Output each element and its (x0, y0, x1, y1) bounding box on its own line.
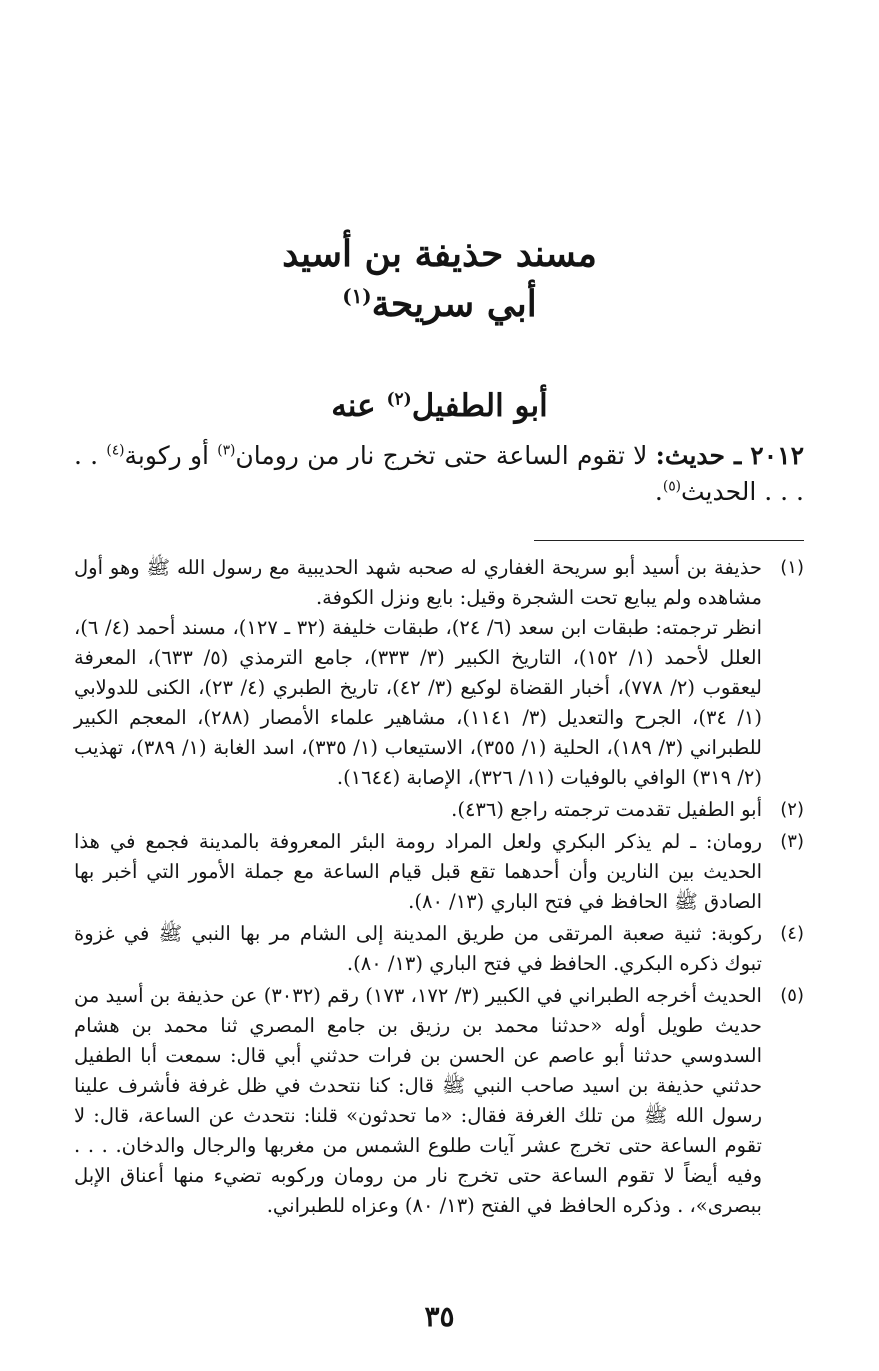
footnote-paragraph: أبو الطفيل تقدمت ترجمته راجع (٤٣٦). (451, 798, 762, 821)
footnote-1 (74, 553, 804, 793)
musnad-title-second-line (0, 282, 879, 326)
footnote-4 (74, 919, 804, 979)
footnote-5 (74, 981, 804, 1221)
footnote-label: (٤) (780, 923, 804, 944)
footnote-paragraph: ركوبة: ثنية صعبة المرتقى من طريق المدينة إلى الشام مر بها النبي ﷺ في غزوة تبوك ذكره البكري. الحافظ في فتح الباري (١٣/ ٨٠). (74, 922, 762, 975)
footnote-body (74, 795, 762, 825)
musnad-title-line2: أبي سريحة (371, 283, 537, 325)
footnote-divider (534, 540, 804, 541)
hadith-text-a: لا تقوم الساعة حتى تخرج نار من رومان (235, 441, 656, 470)
footnote-body (74, 553, 762, 793)
hadith-text-c: . . . . . الحديث (74, 441, 804, 506)
footnote-ref-1[interactable]: (١) (342, 284, 372, 308)
footnotes (74, 553, 804, 1223)
musnad-title-line1: مسند حذيفة بن أسيد (282, 233, 597, 275)
footnote-paragraph: الحديث أخرجه الطبراني في الكبير (٣/ ١٧٢، ١٧٣) رقم (٣٠٣٢) عن حذيفة بن أسيد من حديث طويل أوله «حدثنا محمد بن رزيق بن جامع المصري ثنا محمد بن هشام السدوسي حدثنا أبو عاصم عن الحسن بن فرات حدثني أبي قال: سمعت أبا الطفيل حدثني حذيفة بن اسيد صاحب النبي ﷺ قال: كنا نتحدث في ظل غرفة فأشرف علينا رسول الله ﷺ من تلك الغرفة فقال: «ما تحدثون» قلنا: نتحدث عن الساعة، قال: لا تقوم الساعة حتى تخرج عشر آيات طلوع الشمس من مغربها والرجال والدخان. . . . وفيه أيضاً لا تقوم الساعة حتى تخرج نار من رومان وركوبه تضيء منها أعناق الإبل ببصرى»، . وذكره الحافظ في الفتح (١٣/ ٨٠) وعزاه للطبراني. (74, 984, 762, 1217)
footnote-label: (٣) (780, 831, 804, 852)
footnote-label: (٥) (780, 985, 804, 1006)
hadith-number: ٢٠١٢ ـ حديث: (655, 441, 804, 470)
hadith-text-b: أو ركوبة (124, 441, 218, 470)
footnote-3 (74, 827, 804, 917)
footnote-label: (٢) (780, 799, 804, 820)
footnote-paragraph: حذيفة بن أسيد أبو سريحة الغفاري له صحبه شهد الحديبية مع رسول الله ﷺ وهو أول مشاهده ولم يبايع تحت الشجرة وقيل: بايع ونزل الكوفة. (74, 556, 762, 609)
hadith-text-d: . (654, 477, 663, 506)
page-number: ٣٥ (424, 1300, 455, 1333)
narrator-subheading (0, 386, 879, 426)
footnote-body (74, 827, 762, 917)
footnote-label: (١) (780, 557, 804, 578)
narrator-name: أبو الطفيل (411, 388, 548, 424)
footnote-body (74, 981, 762, 1221)
footnote-ref-4[interactable]: (٤) (106, 442, 125, 459)
footnote-ref-3[interactable]: (٣) (217, 442, 236, 459)
footnote-paragraph: رومان: ـ لم يذكر البكري ولعل المراد رومة البئر المعروفة بالمدينة فجمع في هذا الحديث بين النارين وأن أحدهما تقع قبل قيام الساعة مع جملة الأمور التي أخبر بها الصادق ﷺ الحافظ في فتح الباري (١٣/ ٨٠). (74, 830, 762, 913)
footnote-ref-5[interactable]: (٥) (662, 478, 681, 495)
musnad-title (0, 232, 879, 276)
footnote-body (74, 919, 762, 979)
narrator-suffix: عنه (331, 388, 387, 424)
footnote-ref-2[interactable]: (٢) (386, 389, 412, 410)
footnote-paragraph: انظر ترجمته: طبقات ابن سعد (٦/ ٢٤)، طبقات خليفة (٣٢ ـ ١٢٧)، مسند أحمد (٤/ ٦)، العلل لأحمد (١/ ١٥٢)، التاريخ الكبير (٣/ ٣٣٣)، جامع الترمذي (٥/ ٦٣٣)، المعرفة ليعقوب (٢/ ٧٧٨)، أخبار القضاة لوكيع (٣/ ٤٢)، تاريخ الطبري (٤/ ٢٣)، الكنى للدولابي (١/ ٣٤)، الجرح والتعديل (٣/ ١١٤١)، مشاهير علماء الأمصار (٢٨٨)، المعجم الكبير للطبراني (٣/ ١٨٩)، الحلية (١/ ٣٥٥)، الاستيعاب (١/ ٣٣٥)، اسد الغابة (١/ ٣٨٩)، تهذيب (٢/ ٣١٩) الوافي بالوفيات (١١/ ٣٢٦)، الإصابة (١٦٤٤). (74, 616, 762, 789)
hadith-entry (74, 438, 804, 510)
footnote-2 (74, 795, 804, 825)
